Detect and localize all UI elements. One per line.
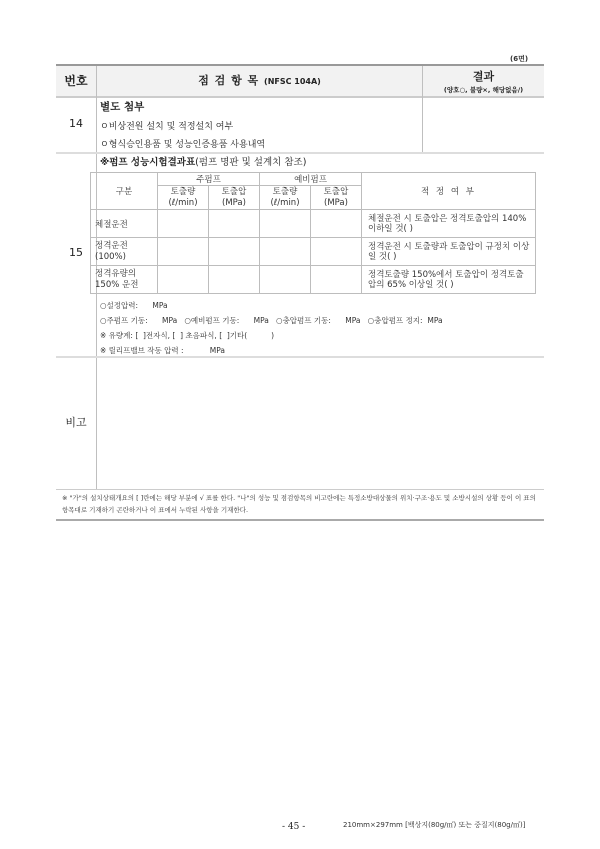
table-row <box>91 238 536 266</box>
row-15-number: 15 <box>69 246 83 259</box>
flow-unit: (ℓ/min) <box>168 197 198 208</box>
row-14-title: 별도 첨부 <box>100 101 145 113</box>
header-result <box>423 68 544 94</box>
row-label-shutoff: 체절운전 <box>91 210 158 238</box>
header-number: 번호 <box>64 74 88 88</box>
remarks-label: 비고 <box>65 416 87 429</box>
group-main-pump: 주펌프 <box>158 173 260 186</box>
row-15-title <box>100 154 306 168</box>
cell-main-flow[interactable] <box>158 238 209 266</box>
cell-reserve-pressure[interactable] <box>311 238 362 266</box>
row-14-item-certified-products: ㅇ형식승인용품 및 성능인증용품 사용내역 <box>100 140 266 150</box>
cell-reserve-pressure[interactable] <box>311 266 362 294</box>
cell-main-pressure[interactable] <box>209 266 260 294</box>
row-label-rated: 정격운전 (100%) <box>91 238 158 266</box>
flow-label: 토출량 <box>170 186 196 197</box>
cell-main-pressure[interactable] <box>209 210 260 238</box>
col-main-flow <box>158 186 209 210</box>
header-inspection-item <box>97 66 422 96</box>
pressure-unit: (MPa) <box>324 197 348 208</box>
col-reserve-flow <box>260 186 311 210</box>
cell-main-flow[interactable] <box>158 210 209 238</box>
pump-performance-table <box>90 172 536 294</box>
header-item-label: 점 검 항 목 <box>198 74 260 87</box>
col-reserve-pressure <box>311 186 362 210</box>
table-row <box>91 266 536 294</box>
criteria-rated: 정격운전 시 토출량과 토출압이 규정치 이상일 것( ) <box>362 238 536 266</box>
row-divider <box>56 356 544 358</box>
col-main-pressure <box>209 186 260 210</box>
flowmeter-type-note: ※ 유량계: [ ]전자식, [ ] 초음파식, [ ]기타( ) <box>100 331 274 340</box>
table-row <box>91 210 536 238</box>
col-category: 구분 <box>91 173 158 210</box>
header-result-legend: (양호○, 불량×, 해당없음/) <box>443 86 524 94</box>
row-divider <box>56 489 544 490</box>
cell-reserve-pressure[interactable] <box>311 210 362 238</box>
pressure-unit: (MPa) <box>222 197 246 208</box>
form-page-code: (6면) <box>510 55 529 63</box>
page-number: - 45 - <box>282 822 306 832</box>
cell-reserve-flow[interactable] <box>260 266 311 294</box>
relief-valve-pressure-note: ※ 릴리프밸브 작동 압력 : MPa <box>100 346 226 355</box>
flow-unit: (ℓ/min) <box>270 197 300 208</box>
row-14-number: 14 <box>69 117 83 130</box>
cell-main-pressure[interactable] <box>209 238 260 266</box>
header-result-label: 결과 <box>472 70 495 83</box>
remarks-field[interactable] <box>98 360 542 488</box>
table-bottom-border <box>56 519 544 521</box>
flow-label: 토출량 <box>272 186 298 197</box>
cell-main-flow[interactable] <box>158 266 209 294</box>
row-14-result-cell[interactable] <box>423 97 543 151</box>
footnote: ※ "가"의 설치상태개요의 [ ]란에는 해당 부분에 √ 표를 한다. "나"의 성능 및 점검항목의 비고란에는 특정소방대상물의 위치·구조·용도 및 소방시설의 상황 등이 이 표의 항목대로 기재하기 곤란하거나 이 표에서 누락된 사항을 기재한다. <box>62 494 536 514</box>
group-reserve-pump: 예비펌프 <box>260 173 362 186</box>
pressure-label: 토출압 <box>221 186 247 197</box>
pump-test-subtitle: (펌프 명판 및 설계치 참조) <box>195 157 307 168</box>
pump-start-pressure-note: ○주펌프 기동: MPa ○예비펌프 기동: MPa ○충압펌프 기동: MPa ○충압펌프 정지: MPa <box>100 316 443 325</box>
pressure-label: 토출압 <box>323 186 349 197</box>
criteria-shutoff: 체절운전 시 토출압은 정격토출압의 140% 이하일 것( ) <box>362 210 536 238</box>
cell-reserve-flow[interactable] <box>260 210 311 238</box>
set-pressure-note: ○설정압력: MPa <box>100 301 168 310</box>
row-label-150-percent: 정격유량의 150% 운전 <box>91 266 158 294</box>
criteria-150-percent: 정격토출량 150%에서 토출압이 정격토출압의 65% 이상일 것( ) <box>362 266 536 294</box>
col-criteria: 적 정 여 부 <box>362 173 536 210</box>
paper-spec: 210mm×297mm [백상지(80g/㎡) 또는 중질지(80g/㎡)] <box>343 821 526 829</box>
cell-reserve-flow[interactable] <box>260 238 311 266</box>
header-item-code: (NFSC 104A) <box>264 77 321 86</box>
pump-test-title: ※펌프 성능시험결과표 <box>100 157 196 168</box>
row-14-item-emergency-power: ㅇ비상전원 설치 및 적정설치 여부 <box>100 122 234 132</box>
